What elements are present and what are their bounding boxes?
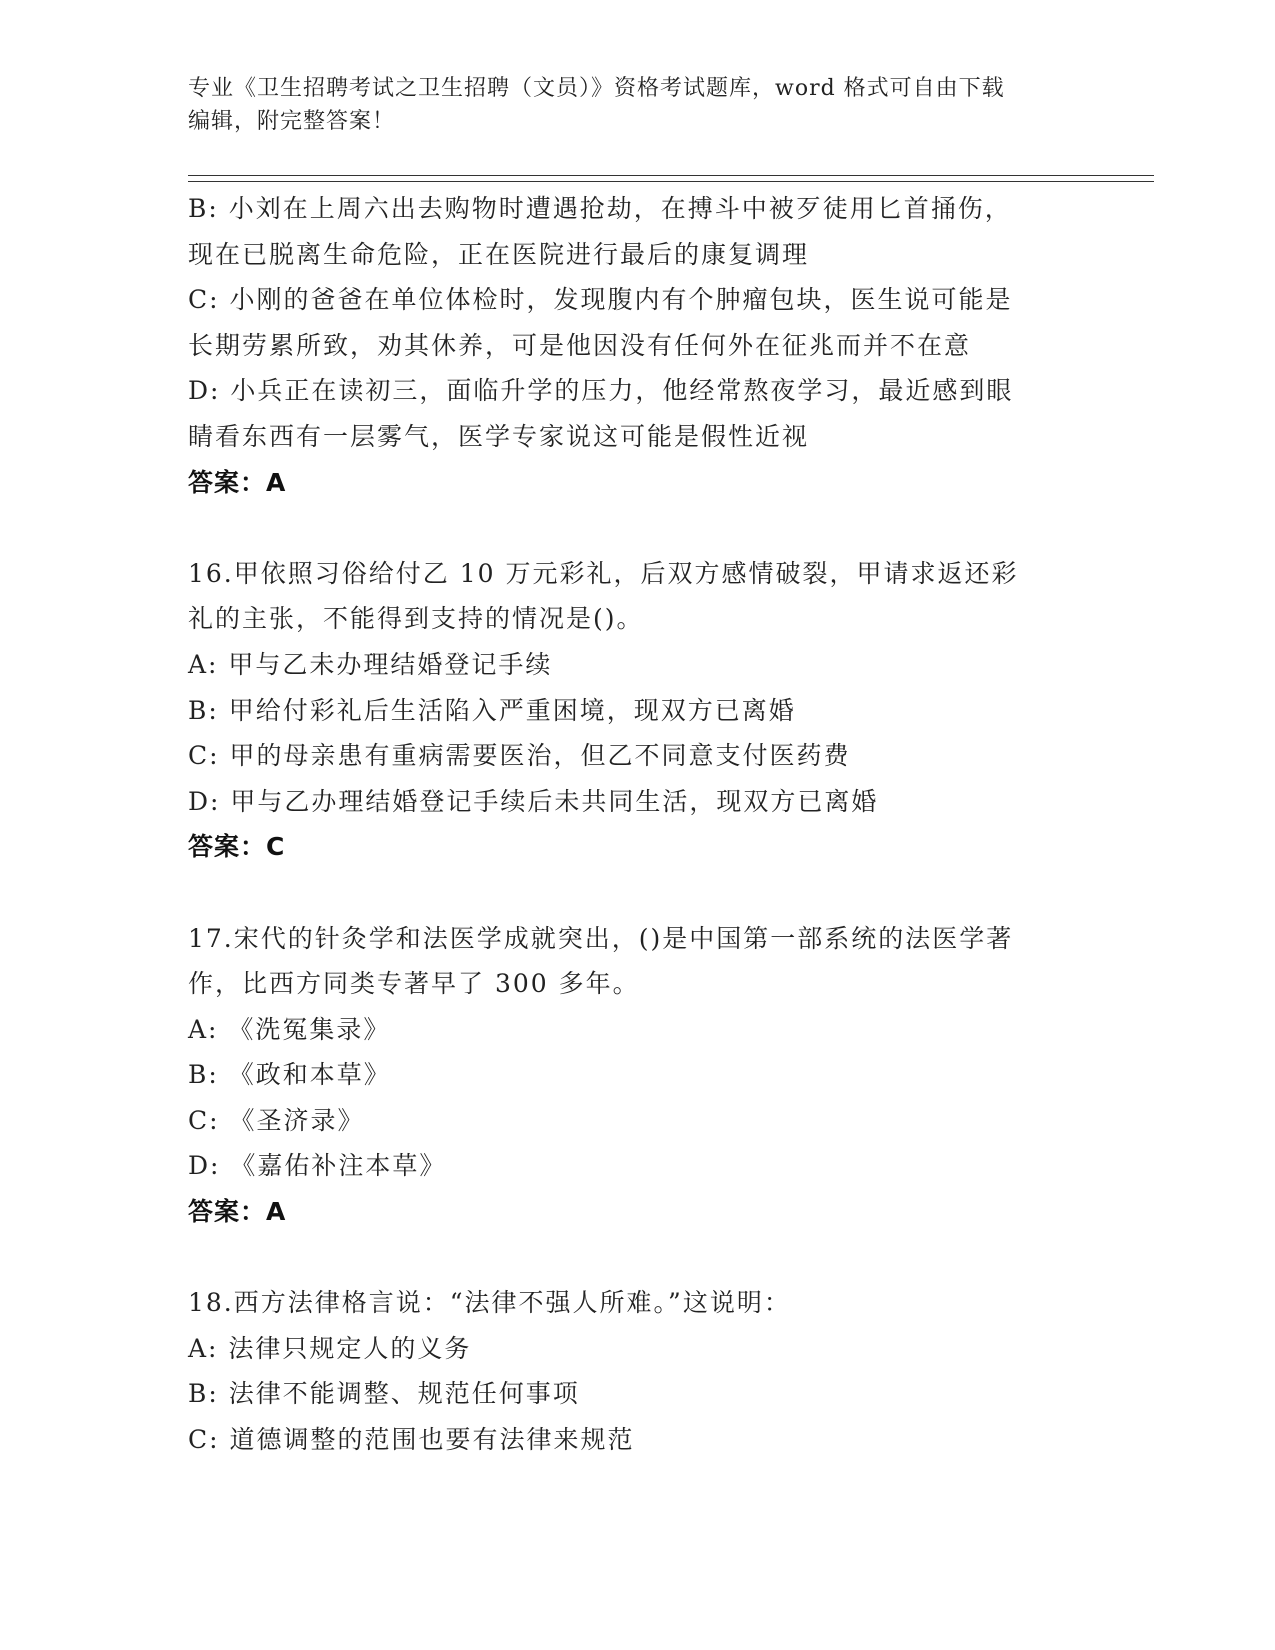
- header-title-line-1: 专业《卫生招聘考试之卫生招聘（文员）》资格考试题库，word 格式可自由下载: [188, 76, 1005, 101]
- option-a: A: 甲与乙未办理结婚登记手续: [188, 649, 553, 679]
- document-header: [188, 72, 1088, 138]
- option-a: A: 法律只规定人的义务: [188, 1333, 472, 1363]
- question-stem-line-2: 礼的主张，不能得到支持的情况是()。: [188, 604, 644, 634]
- question-18: [188, 1280, 1088, 1462]
- question-content: [188, 186, 1088, 1463]
- option-c: C: 道德调整的范围也要有法律来规范: [188, 1425, 635, 1455]
- option-b: B: 《政和本草》: [188, 1060, 391, 1090]
- option-c: C: 甲的母亲患有重病需要医治，但乙不同意支付医药费: [188, 741, 851, 771]
- question-spacer: [188, 505, 1088, 551]
- option-b: B: 甲给付彩礼后生活陷入严重困境，现双方已离婚: [188, 695, 796, 725]
- option-c: C: 《圣济录》: [188, 1105, 365, 1135]
- answer-label: 答案：A: [188, 467, 287, 497]
- option-d-line-2: 睛看东西有一层雾气，医学专家说这可能是假性近视: [188, 421, 810, 451]
- question-stem-line-1: 17.宋代的针灸学和法医学成就突出，()是中国第一部系统的法医学著: [188, 923, 1014, 953]
- question-stem-line-1: 16.甲依照习俗给付乙 10 万元彩礼，后双方感情破裂，甲请求返还彩: [188, 558, 1019, 588]
- question-spacer: [188, 870, 1088, 916]
- option-c-line-2: 长期劳累所致，劝其休养，可是他因没有任何外在征兆而并不在意: [188, 330, 972, 360]
- option-d-line-1: D: 小兵正在读初三，面临升学的压力，他经常熬夜学习，最近感到眼: [188, 376, 1014, 406]
- option-b-line-2: 现在已脱离生命危险，正在医院进行最后的康复调理: [188, 239, 810, 269]
- option-c-line-1: C: 小刚的爸爸在单位体检时，发现腹内有个肿瘤包块，医生说可能是: [188, 285, 1013, 315]
- option-d: D: 甲与乙办理结婚登记手续后未共同生活，现双方已离婚: [188, 786, 879, 816]
- option-b-line-1: B: 小刘在上周六出去购物时遭遇抢劫，在搏斗中被歹徒用匕首捅伤，: [188, 194, 1012, 223]
- option-b: B: 法律不能调整、规范任何事项: [188, 1379, 580, 1409]
- header-title-line-2: 编辑，附完整答案！: [188, 109, 396, 134]
- answer-label: 答案：A: [188, 1197, 287, 1227]
- question-16: [188, 551, 1088, 870]
- option-a: A: 《洗冤集录》: [188, 1014, 391, 1044]
- question-stem-line-2: 作，比西方同类专著早了 300 多年。: [188, 969, 640, 999]
- question-stem-line-1: 18.西方法律格言说：“法律不强人所难。”这说明：: [188, 1288, 791, 1318]
- question-15-continued: [188, 186, 1088, 505]
- header-divider-top: [188, 175, 1154, 176]
- question-spacer: [188, 1235, 1088, 1281]
- option-d: D: 《嘉佑补注本草》: [188, 1151, 447, 1181]
- question-17: [188, 916, 1088, 1235]
- answer-label: 答案：C: [188, 832, 286, 862]
- header-divider-bottom: [188, 181, 1154, 182]
